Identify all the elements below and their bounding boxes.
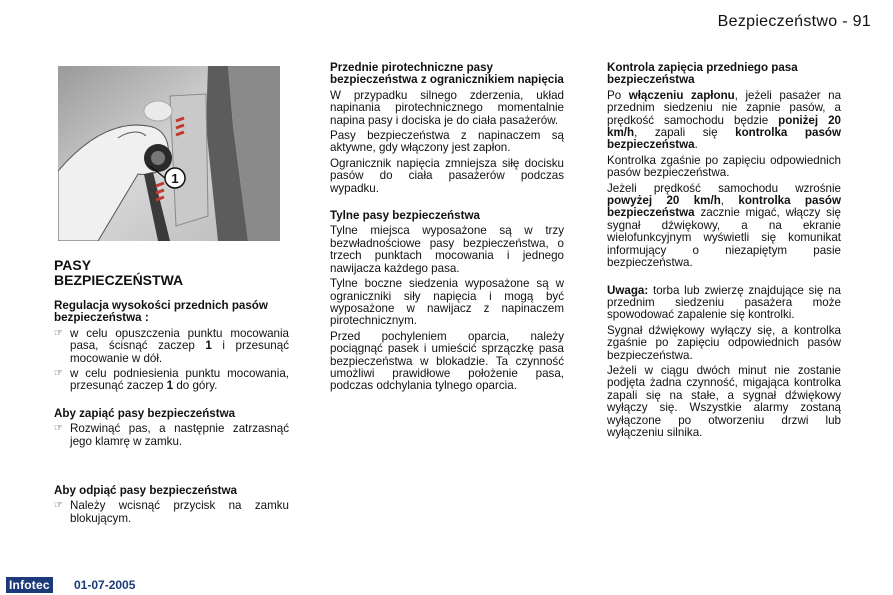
column-right	[607, 62, 841, 442]
fasten-heading: Aby zapiąć pasy bezpieczeństwa	[54, 406, 236, 420]
seatbelt-height-adjustment-illustration	[58, 66, 280, 241]
paragraph: Sygnał dźwiękowy wyłączy się, a kontrolka zgaśnie po zapięciu odpowiednich pasów bezpieczeństwa.	[607, 323, 841, 362]
column-middle	[330, 62, 564, 396]
infotec-logo: Infotec	[6, 577, 53, 593]
height-adjustment-heading: Regulacja wysokości przednich pasów bezpieczeństwa :	[54, 299, 268, 325]
unfasten-heading: Aby odpiąć pasy bezpieczeństwa	[54, 484, 237, 498]
list-item: ☞ w celu podniesienia punktu mocowania, przesunąć zaczep 1 do góry.	[54, 367, 289, 393]
section-title-line1: PASY	[54, 257, 92, 273]
paragraph: Ogranicznik napięcia zmniejsza siłę docisku pasów do ciała pasażerów podczas wypadku.	[330, 156, 564, 195]
callout-label: 1	[171, 171, 179, 186]
paragraph: W przypadku silnego zderzenia, układ napinania pirotechnicznego momentalnie napina pasy i dociska je do ciała pasażerów.	[330, 88, 564, 127]
rear-belts-heading: Tylne pasy bezpieczeństwa	[330, 209, 480, 223]
footer-date: 01-07-2005	[74, 578, 136, 592]
pyrotechnic-heading: Przednie pirotechniczne pasy bezpieczeństwa z ogranicznikiem napięcia	[330, 61, 564, 87]
paragraph: Tylne miejsca wyposażone są w trzy bezwładnościowe pasy bezpieczeństwa, o trzech punktach mocowania i jednego nawijacza każdego pasa.	[330, 224, 564, 275]
column-left	[54, 258, 289, 528]
section-title-line2: BEZPIECZEŃSTWA	[54, 272, 184, 288]
paragraph: Jeżeli prędkość samochodu wzrośnie powyżej 20 km/h, kontrolka pasów bezpieczeństwa zacznie migać, włączy się sygnał dźwiękowy, a na ekranie wielofunkcyjnym wyświetli się komunikat informujący o niezapiętym pasie bezpieczeństwa.	[607, 181, 841, 270]
paragraph: Przed pochyleniem oparcia, należy pociągnąć pasek i umieścić sprzączkę pasa bezpieczeństwa w blokadzie. Ta czynność umożliwi prawidłowe położenie pasa, podczas odchylania tylnego oparcia.	[330, 329, 564, 393]
pointing-hand-icon: ☞	[54, 327, 63, 339]
list-item: ☞ Rozwinąć pas, a następnie zatrzasnąć jego klamrę w zamku.	[54, 422, 289, 448]
note-paragraph: Uwaga: torba lub zwierzę znajdujące się na przednim siedzeniu pasażera może spowodować zapalenie się kontrolki.	[607, 283, 841, 322]
paragraph: Tylne boczne siedzenia wyposażone są w ograniczniki siły napięcia i mogą być wyposażone w nawijacz z napinaczem pirotechnicznym.	[330, 277, 564, 328]
page-header: Bezpieczeństwo - 91	[717, 13, 871, 30]
paragraph: Kontrolka zgaśnie po zapięciu odpowiednich pasów bezpieczeństwa.	[607, 153, 841, 180]
list-item: ☞ Należy wcisnąć przycisk na zamku blokującym.	[54, 499, 289, 525]
section-title	[54, 258, 289, 288]
paragraph: Po włączeniu zapłonu, jeżeli pasażer na przednim siedzeniu nie zapnie pasów, a prędkość samochodu będzie poniżej 20 km/h, zapali się kontrolka pasów bezpieczeństwa.	[607, 88, 842, 152]
paragraph: Jeżeli w ciągu dwóch minut nie zostanie podjęta żadna czynność, migająca kontrolka zapali się na stałe, a sygnał dźwiękowy wyłączy się. Wszystkie alarmy zostaną wyłączone po otworzeniu drzwi lub wyłączeniu silnika.	[607, 363, 841, 439]
pointing-hand-icon: ☞	[54, 423, 63, 435]
paragraph: Pasy bezpieczeństwa z napinaczem są aktywne, gdy włączony jest zapłon.	[330, 129, 564, 155]
belt-warning-heading: Kontrola zapięcia przedniego pasa bezpieczeństwa	[607, 61, 798, 87]
pointing-hand-icon: ☞	[54, 368, 63, 380]
list-item: ☞ w celu opuszczenia punktu mocowania pasa, ścisnąć zaczep 1 i przesunąć mocowanie w dół.	[54, 326, 289, 365]
pointing-hand-icon: ☞	[54, 500, 63, 512]
